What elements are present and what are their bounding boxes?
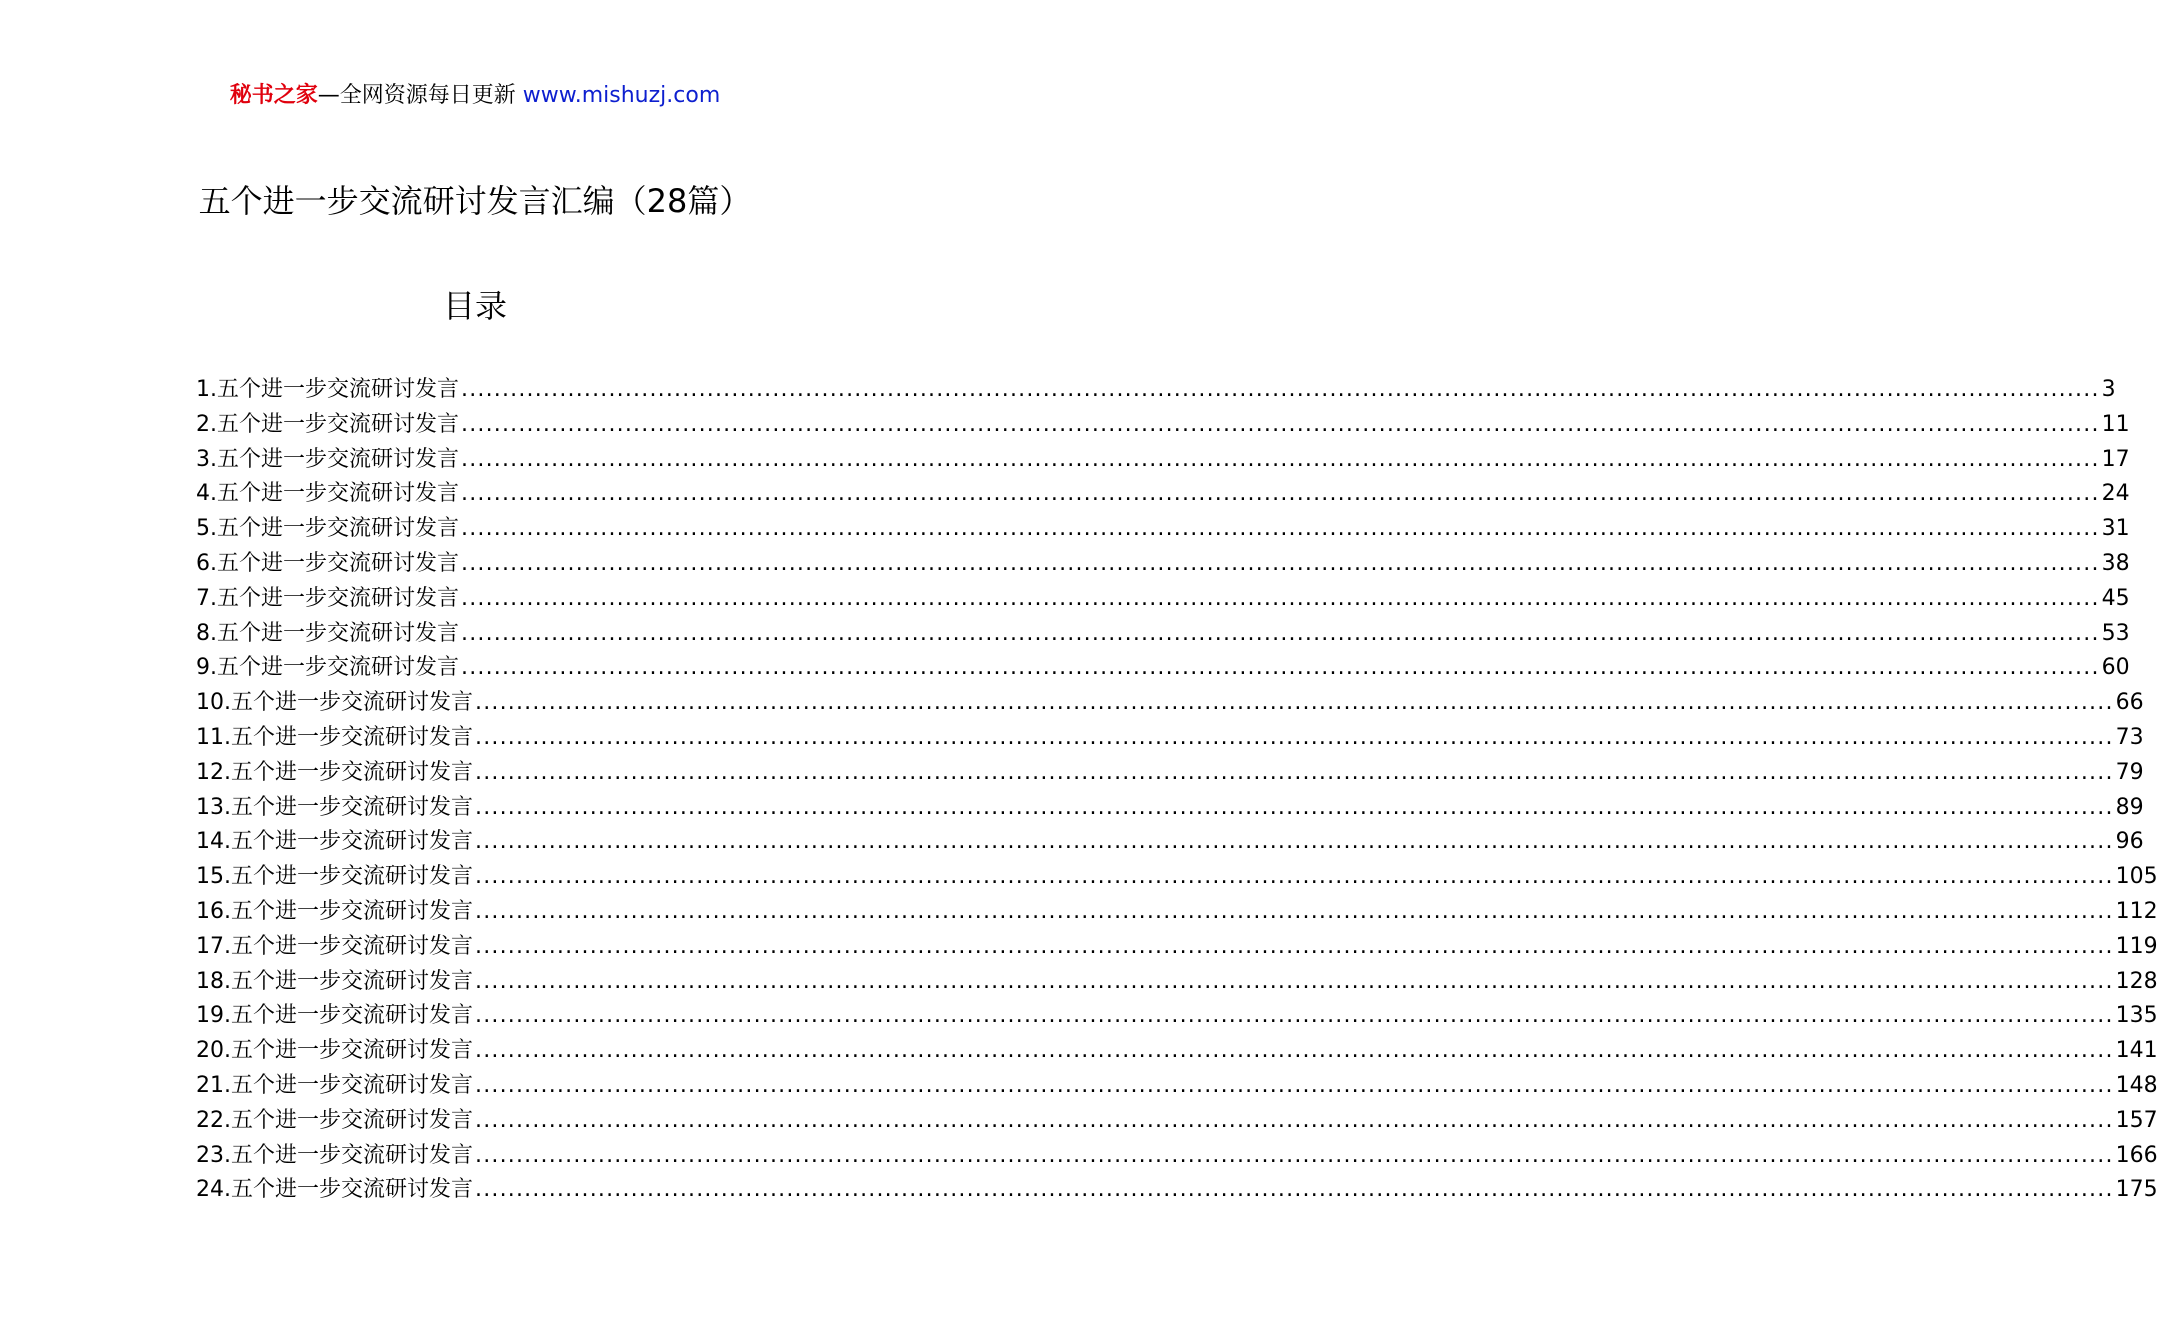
- toc-entry-page-number: 119: [2115, 933, 2158, 959]
- toc-entry-page-number: 31: [2101, 516, 2130, 542]
- toc-entry[interactable]: [196, 825, 2144, 860]
- toc-entry-title: 12.五个进一步交流研讨发言: [196, 759, 473, 785]
- toc-entry-page-number: 53: [2101, 620, 2130, 646]
- toc-entry[interactable]: [196, 512, 2130, 547]
- toc-entry[interactable]: [196, 965, 2158, 1000]
- toc-entry-title: 15.五个进一步交流研讨发言: [196, 864, 473, 890]
- toc-entry-page-number: 96: [2115, 829, 2144, 855]
- toc-entry[interactable]: [196, 1034, 2158, 1069]
- toc-entry-page-number: 60: [2101, 655, 2130, 681]
- toc-entry-page-number: 24: [2101, 481, 2130, 507]
- toc-dot-leader: ........................................................................................................................................................................................................: [475, 1038, 2114, 1064]
- toc-entry-title: 11.五个进一步交流研讨发言: [196, 724, 473, 750]
- toc-entry-title: 24.五个进一步交流研讨发言: [196, 1177, 473, 1203]
- toc-entry[interactable]: [196, 651, 2130, 686]
- toc-dot-leader: ........................................................................................................................................................................................................: [475, 933, 2114, 959]
- toc-dot-leader: ........................................................................................................................................................................................................: [461, 585, 2100, 611]
- toc-entry[interactable]: [196, 999, 2158, 1034]
- toc-entry-page-number: 79: [2115, 759, 2144, 785]
- toc-entry-title: 2.五个进一步交流研讨发言: [196, 411, 459, 437]
- toc-entry-title: 7.五个进一步交流研讨发言: [196, 585, 459, 611]
- toc-entry-title: 23.五个进一步交流研讨发言: [196, 1142, 473, 1168]
- toc-entry-page-number: 148: [2115, 1072, 2158, 1098]
- toc-dot-leader: ........................................................................................................................................................................................................: [461, 655, 2100, 681]
- toc-entry-title: 9.五个进一步交流研讨发言: [196, 655, 459, 681]
- toc-entry-title: 16.五个进一步交流研讨发言: [196, 898, 473, 924]
- toc-entry[interactable]: [196, 408, 2130, 443]
- toc-entry-title: 6.五个进一步交流研讨发言: [196, 550, 459, 576]
- toc-entry-page-number: 128: [2115, 968, 2158, 994]
- toc-dot-leader: ........................................................................................................................................................................................................: [461, 550, 2100, 576]
- toc-entry-title: 21.五个进一步交流研讨发言: [196, 1072, 473, 1098]
- site-banner: [0, 80, 950, 112]
- toc-dot-leader: ........................................................................................................................................................................................................: [475, 829, 2114, 855]
- toc-entry-title: 22.五个进一步交流研讨发言: [196, 1107, 473, 1133]
- toc-entry[interactable]: [196, 443, 2130, 478]
- toc-entry[interactable]: [196, 373, 2116, 408]
- toc-entry-title: 13.五个进一步交流研讨发言: [196, 794, 473, 820]
- toc-dot-leader: ........................................................................................................................................................................................................: [475, 1003, 2114, 1029]
- toc-entry-page-number: 89: [2115, 794, 2144, 820]
- toc-entry-title: 3.五个进一步交流研讨发言: [196, 446, 459, 472]
- toc-entry-title: 8.五个进一步交流研讨发言: [196, 620, 459, 646]
- toc-entry-page-number: 105: [2115, 864, 2158, 890]
- toc-entry[interactable]: [196, 721, 2144, 756]
- toc-entry[interactable]: [196, 686, 2144, 721]
- toc-entry-page-number: 38: [2101, 550, 2130, 576]
- toc-entry-page-number: 141: [2115, 1038, 2158, 1064]
- toc-entry[interactable]: [196, 791, 2144, 826]
- toc-entry-page-number: 17: [2101, 446, 2130, 472]
- banner-tagline: —全网资源每日更新: [317, 83, 516, 108]
- toc-dot-leader: ........................................................................................................................................................................................................: [461, 516, 2100, 542]
- toc-entry-page-number: 73: [2115, 724, 2144, 750]
- toc-entry[interactable]: [196, 1173, 2158, 1208]
- toc-dot-leader: ........................................................................................................................................................................................................: [475, 1072, 2114, 1098]
- toc-entry-page-number: 11: [2101, 411, 2130, 437]
- toc-entry-title: 5.五个进一步交流研讨发言: [196, 516, 459, 542]
- toc-entry-page-number: 135: [2115, 1003, 2158, 1029]
- toc-dot-leader: ........................................................................................................................................................................................................: [475, 1107, 2114, 1133]
- toc-entry-page-number: 157: [2115, 1107, 2158, 1133]
- toc-entry-title: 10.五个进一步交流研讨发言: [196, 690, 473, 716]
- toc-entry-title: 14.五个进一步交流研讨发言: [196, 829, 473, 855]
- toc-entry[interactable]: [196, 1069, 2158, 1104]
- toc-entry-page-number: 112: [2115, 898, 2158, 924]
- toc-entry-page-number: 166: [2115, 1142, 2158, 1168]
- toc-entry[interactable]: [196, 1139, 2158, 1174]
- toc-entry[interactable]: [196, 477, 2130, 512]
- toc-dot-leader: ........................................................................................................................................................................................................: [475, 898, 2114, 924]
- toc-dot-leader: ........................................................................................................................................................................................................: [475, 759, 2114, 785]
- site-url-link[interactable]: www.mishuzj.com: [522, 83, 721, 108]
- toc-entry-page-number: 175: [2115, 1177, 2158, 1203]
- toc-dot-leader: ........................................................................................................................................................................................................: [475, 1177, 2114, 1203]
- toc-entry[interactable]: [196, 547, 2130, 582]
- toc-entry-title: 20.五个进一步交流研讨发言: [196, 1038, 473, 1064]
- toc-dot-leader: ........................................................................................................................................................................................................: [475, 1142, 2114, 1168]
- toc-dot-leader: ........................................................................................................................................................................................................: [475, 690, 2114, 716]
- toc-entry-page-number: 3: [2101, 377, 2116, 402]
- toc-entry-title: 17.五个进一步交流研讨发言: [196, 933, 473, 959]
- toc-entry[interactable]: [196, 895, 2158, 930]
- toc-dot-leader: ........................................................................................................................................................................................................: [461, 481, 2100, 507]
- toc-dot-leader: ........................................................................................................................................................................................................: [475, 724, 2114, 750]
- toc-heading: 目录: [442, 287, 507, 325]
- toc-entry[interactable]: [196, 1104, 2158, 1139]
- toc-dot-leader: ........................................................................................................................................................................................................: [475, 968, 2114, 994]
- toc-dot-leader: ........................................................................................................................................................................................................: [475, 864, 2114, 890]
- toc-entry-title: 1.五个进一步交流研讨发言: [196, 377, 459, 402]
- document-title: 五个进一步交流研讨发言汇编（28篇）: [198, 182, 752, 220]
- toc-dot-leader: ........................................................................................................................................................................................................: [461, 377, 2100, 402]
- toc-entry-title: 4.五个进一步交流研讨发言: [196, 481, 459, 507]
- table-of-contents: [196, 373, 2158, 1208]
- toc-entry[interactable]: [196, 617, 2130, 652]
- brand-name: 秘书之家: [229, 83, 318, 108]
- toc-entry[interactable]: [196, 930, 2158, 965]
- toc-entry-page-number: 66: [2115, 690, 2144, 716]
- toc-entry[interactable]: [196, 756, 2144, 791]
- toc-entry[interactable]: [196, 582, 2130, 617]
- toc-entry-title: 19.五个进一步交流研讨发言: [196, 1003, 473, 1029]
- toc-entry-title: 18.五个进一步交流研讨发言: [196, 968, 473, 994]
- toc-entry[interactable]: [196, 860, 2158, 895]
- toc-dot-leader: ........................................................................................................................................................................................................: [461, 411, 2100, 437]
- toc-dot-leader: ........................................................................................................................................................................................................: [461, 446, 2100, 472]
- toc-dot-leader: ........................................................................................................................................................................................................: [461, 620, 2100, 646]
- toc-entry-page-number: 45: [2101, 585, 2130, 611]
- toc-dot-leader: ........................................................................................................................................................................................................: [475, 794, 2114, 820]
